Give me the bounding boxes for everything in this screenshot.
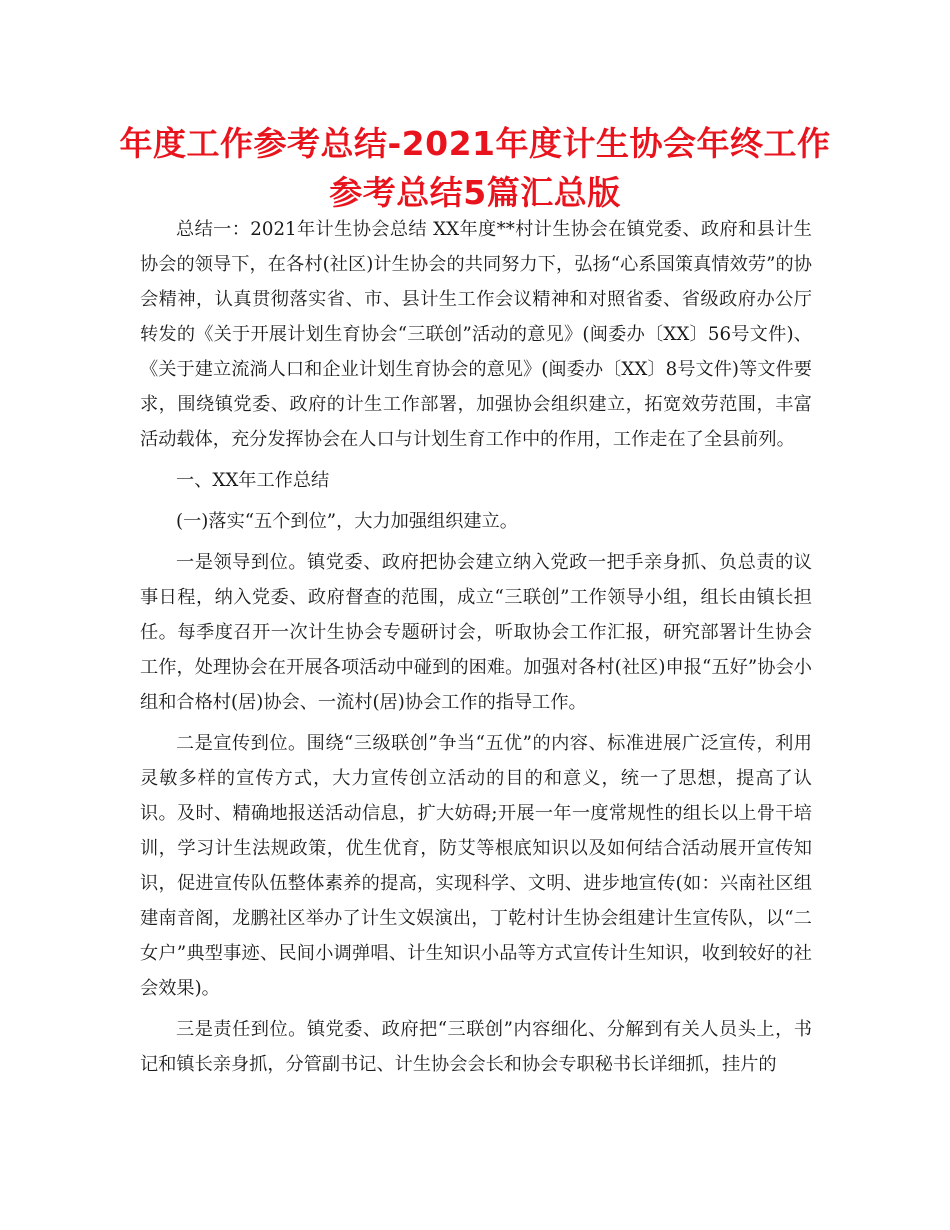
subsection-heading: (一)落实“五个到位”，大力加强组织建立。: [176, 511, 518, 532]
document-title-line2: 参考总结5篇汇总版: [329, 173, 621, 212]
paragraph-publicity: 二是宣传到位。围绕“三级联创”争当“五优”的内容、标准进展广泛宣传，利用灵敏多样的宣传方式，大力宣传创立活动的目的和意义，统一了思想，提高了认识。及时、精确地报送活动信息，扩大妨碍;开展一年一度常规性的组长以上骨干培训，学习计生法规政策，优生优育，防艾等根底知识以及如何结合活动展开宣传知识，促进宣传队伍整体素养的提高，实现科学、文明、进步地宣传(如：兴南社区组建南音阁，龙鹏社区举办了计生文娱演出，丁乾村计生协会组建计生宣传队，以“二女户”典型事迹、民间小调弹唱、计生知识小品等方式宣传计生知识，收到较好的社会效果)。: [140, 733, 812, 999]
document-title-line1: 年度工作参考总结-2021年度计生协会年终工作: [119, 124, 831, 163]
document-body: [140, 212, 812, 1082]
paragraph-responsibility: 三是责任到位。镇党委、政府把“三联创”内容细化、分解到有关人员头上，书记和镇长亲身抓，分管副书记、计生协会会长和协会专职秘书长详细抓，挂片的: [140, 1019, 812, 1075]
section-heading: 一、XX年工作总结: [176, 470, 330, 491]
paragraph-leadership: 一是领导到位。镇党委、政府把协会建立纳入党政一把手亲身抓、负总责的议事日程，纳入党委、政府督查的范围，成立“三联创”工作领导小组，组长由镇长担任。每季度召开一次计生协会专题研讨会，听取协会工作汇报，研究部署计生协会工作，处理协会在开展各项活动中碰到的困难。加强对各村(社区)申报“五好”协会小组和合格村(居)协会、一流村(居)协会工作的指导工作。: [140, 552, 812, 713]
paragraph-intro: 总结一：2021年计生协会总结 XX年度**村计生协会在镇党委、政府和县计生协会的领导下，在各村(社区)计生协会的共同努力下，弘扬“心系国策真情效劳”的协会精神，认真贯彻落实省、市、县计生工作会议精神和对照省委、省级政府办公厅转发的《关于开展计划生育协会“三联创”活动的意见》(闽委办〔XX〕56号文件)、《关于建立流淌人口和企业计划生育协会的意见》(闽委办〔XX〕8号文件)等文件要求，围绕镇党委、政府的计生工作部署，加强协会组织建立，拓宽效劳范围，丰富活动载体，充分发挥协会在人口与计划生育工作中的作用，工作走在了全县前列。: [140, 219, 812, 450]
